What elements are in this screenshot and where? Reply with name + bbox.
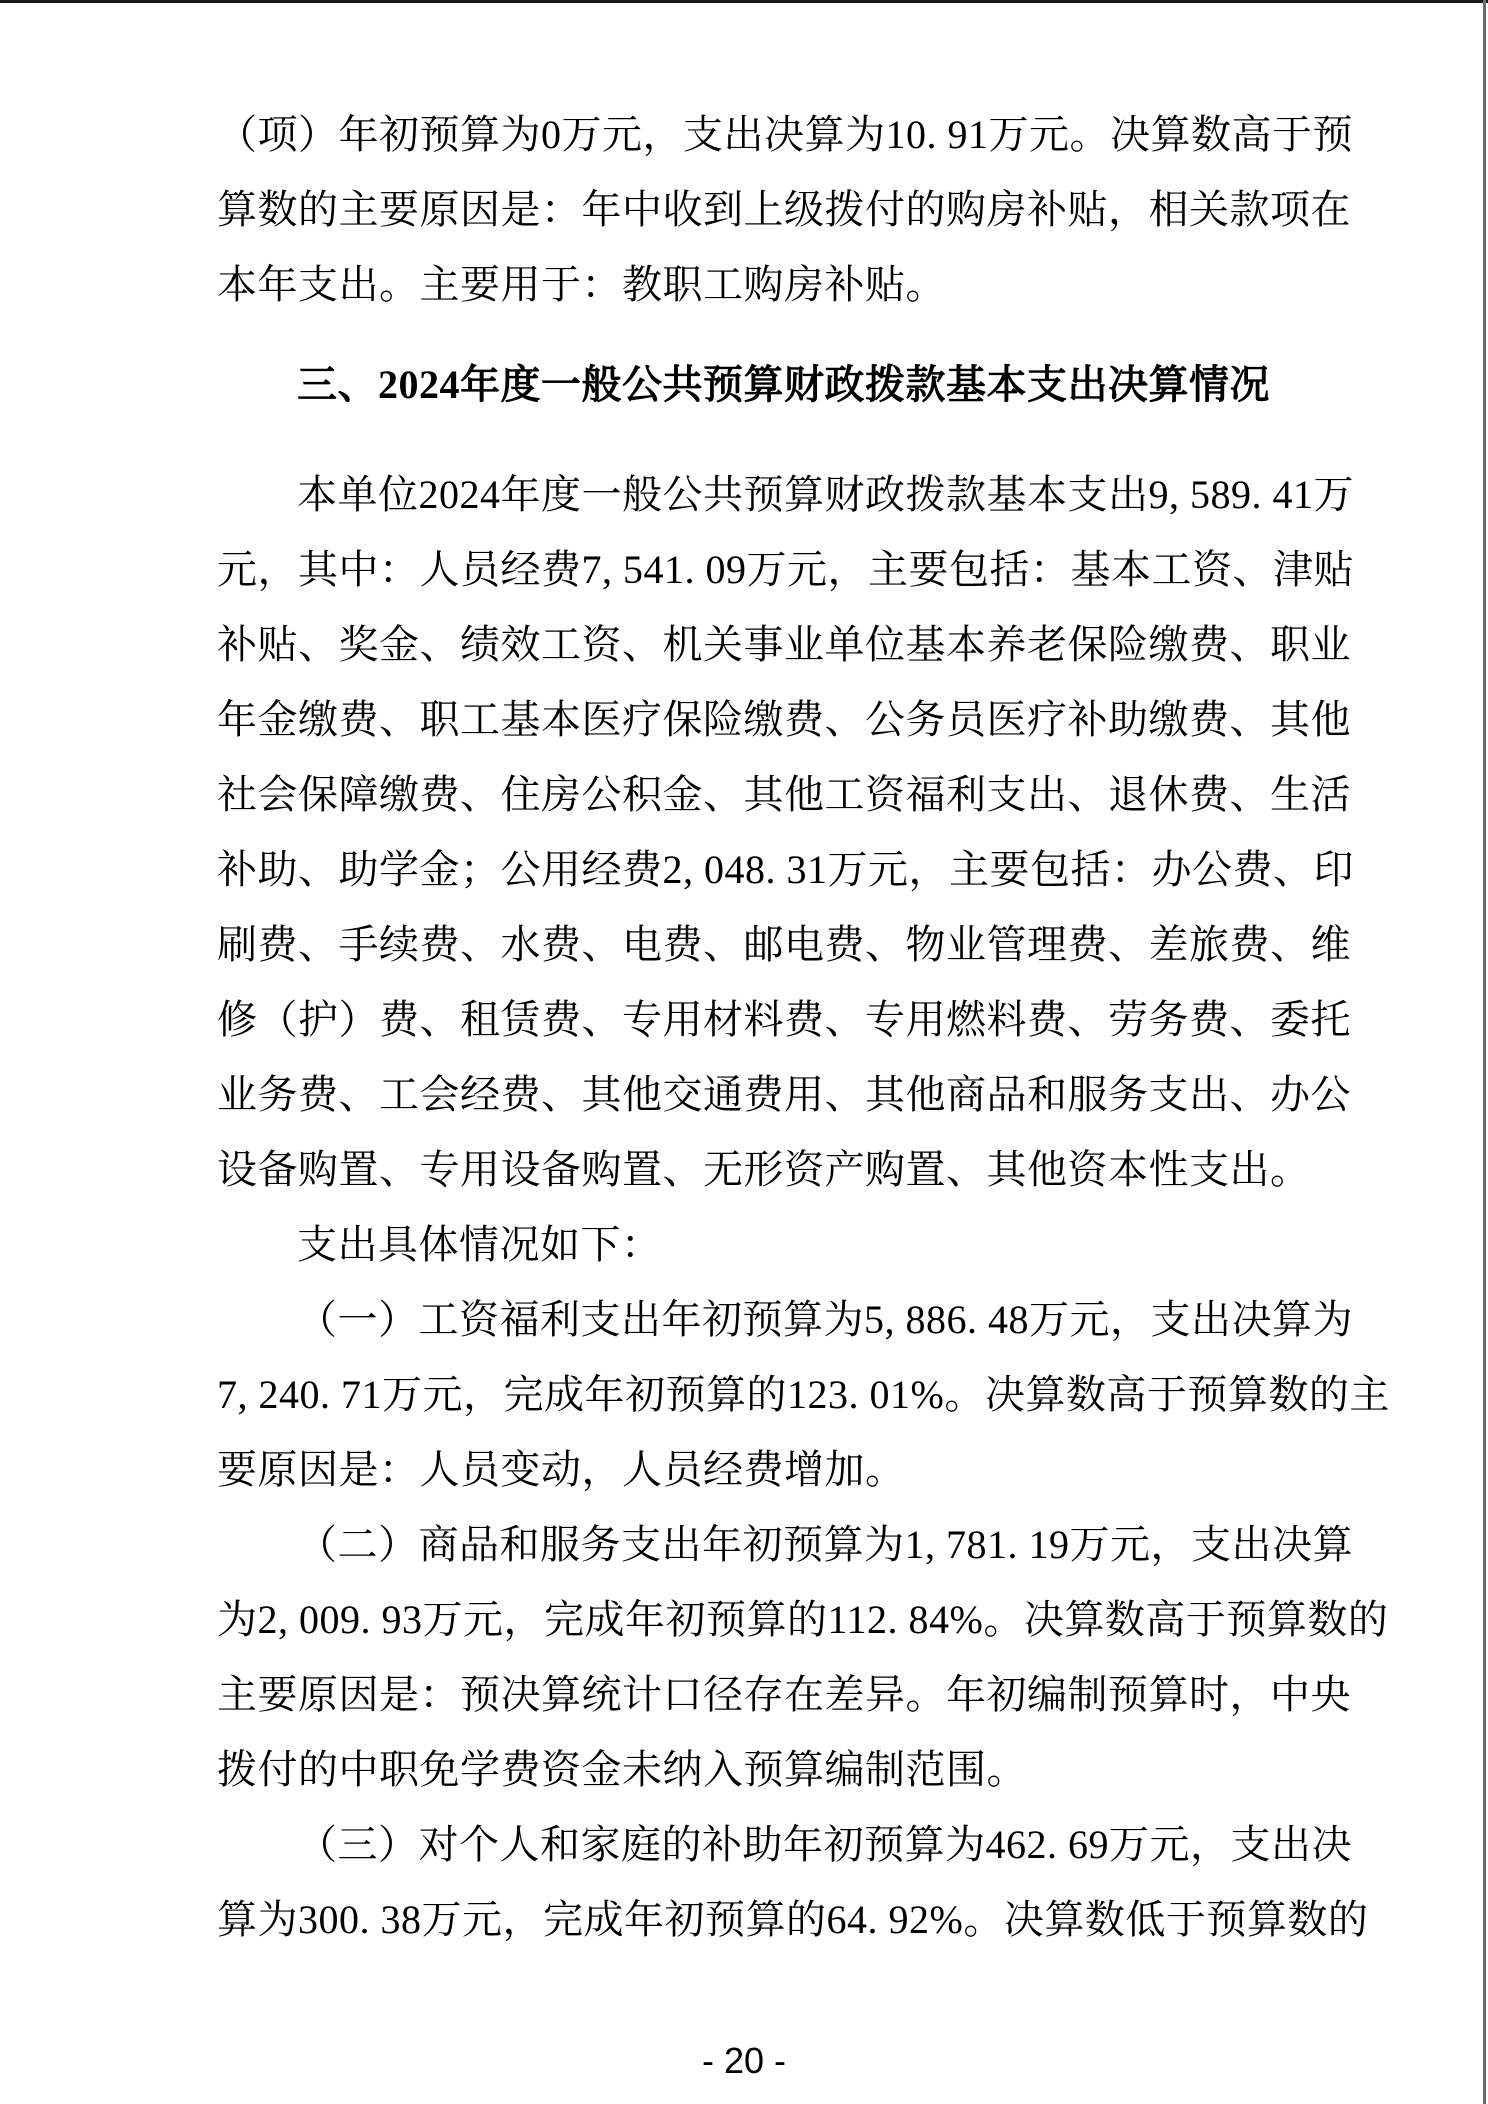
- text-line: 设备购置、专用设备购置、无形资产购置、其他资本性支出。: [217, 1147, 1311, 1192]
- text-line: 支出具体情况如下：: [297, 1222, 662, 1267]
- text-line: 刷费、手续费、水费、电费、邮电费、物业管理费、差旅费、维: [217, 922, 1351, 967]
- page-number: - 20 -: [701, 2040, 787, 2081]
- text-line: 元，其中：人员经费7, 541. 09万元，主要包括：基本工资、津贴: [217, 547, 1354, 592]
- text-line: （项）年初预算为0万元，支出决算为10. 91万元。决算数高于预: [217, 112, 1353, 157]
- text-line: 拨付的中职免学费资金未纳入预算编制范围。: [217, 1747, 1027, 1792]
- text-line: 补助、助学金；公用经费2, 048. 31万元，主要包括：办公费、印: [217, 847, 1354, 892]
- text-line: 为2, 009. 93万元，完成年初预算的112. 84%。决算数高于预算数的: [217, 1597, 1389, 1642]
- text-line: 补贴、奖金、绩效工资、机关事业单位基本养老保险缴费、职业: [217, 622, 1351, 667]
- text-line: 算为300. 38万元，完成年初预算的64. 92%。决算数低于预算数的: [217, 1897, 1369, 1942]
- text-line: 主要原因是：预决算统计口径存在差异。年初编制预算时，中央: [217, 1672, 1351, 1717]
- text-line: 要原因是：人员变动，人员经费增加。: [217, 1447, 906, 1492]
- text-line: 业务费、工会经费、其他交通费用、其他商品和服务支出、办公: [217, 1072, 1351, 1117]
- page-right-edge-line: [1483, 0, 1486, 2104]
- text-line: （三）对个人和家庭的补助年初预算为462. 69万元，支出决: [297, 1822, 1352, 1867]
- text-block: [217, 97, 1390, 1957]
- text-line: 本年支出。主要用于：教职工购房补贴。: [217, 262, 946, 307]
- text-line: 7, 240. 71万元，完成年初预算的123. 01%。决算数高于预算数的主: [217, 1372, 1390, 1417]
- text-line: 本单位2024年度一般公共预算财政拨款基本支出9, 589. 41万: [297, 472, 1354, 517]
- text-line: （二）商品和服务支出年初预算为1, 781. 19万元，支出决算: [297, 1522, 1353, 1567]
- text-line: 社会保障缴费、住房公积金、其他工资福利支出、退休费、生活: [217, 772, 1351, 817]
- page-top-edge-line: [0, 0, 1488, 3]
- text-line: （一）工资福利支出年初预算为5, 886. 48万元，支出决算为: [297, 1297, 1353, 1342]
- text-line: 算数的主要原因是：年中收到上级拨付的购房补贴，相关款项在: [217, 187, 1351, 232]
- text-line: 年金缴费、职工基本医疗保险缴费、公务员医疗补助缴费、其他: [217, 697, 1351, 742]
- text-line: 修（护）费、租赁费、专用材料费、专用燃料费、劳务费、委托: [217, 997, 1351, 1042]
- section-heading: 三、2024年度一般公共预算财政拨款基本支出决算情况: [297, 362, 1270, 407]
